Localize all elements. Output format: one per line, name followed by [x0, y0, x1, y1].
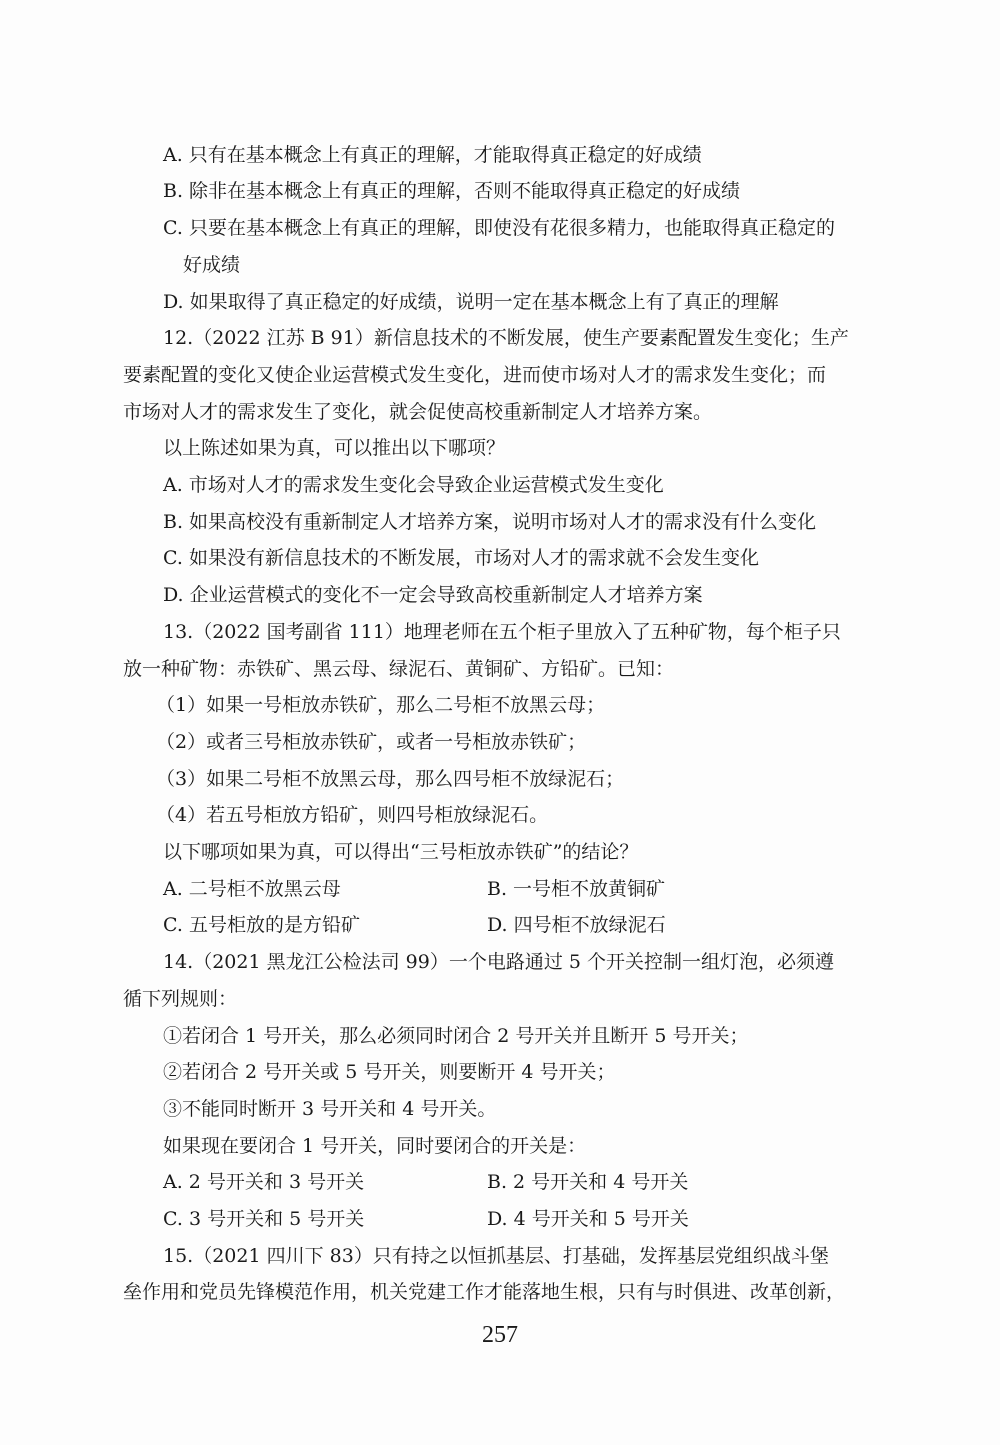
q13-option-a: A. 二号柜不放黑云母 [163, 878, 341, 900]
q14-option-a: A. 2 号开关和 3 号开关 [163, 1171, 365, 1193]
q13-condition: （2）或者三号柜放赤铁矿，或者一号柜放赤铁矿； [156, 731, 587, 753]
q14-rule: ①若闭合 1 号开关，那么必须同时闭合 2 号开关并且断开 5 号开关； [163, 1025, 749, 1047]
q14-rule: ③不能同时断开 3 号开关和 4 号开关。 [163, 1098, 497, 1120]
q13-option-b: B. 一号柜不放黄铜矿 [487, 878, 666, 900]
q13-condition: （3）如果二号柜不放黑云母，那么四号柜不放绿泥石； [156, 768, 625, 790]
q15-stem-line: 垒作用和党员先锋模范作用，机关党建工作才能落地生根，只有与时俱进、改革创新， [123, 1281, 846, 1303]
q12-question: 以上陈述如果为真，可以推出以下哪项？ [163, 437, 506, 459]
q12-stem-line: 要素配置的变化又使企业运营模式发生变化，进而使市场对人才的需求发生变化；而 [123, 364, 827, 386]
q13-condition: （4）若五号柜放方铅矿，则四号柜放绿泥石。 [156, 804, 549, 826]
q15-stem-line: 15.（2021 四川下 83）只有持之以恒抓基层、打基础，发挥基层党组织战斗堡 [163, 1245, 829, 1267]
q14-stem-line: 14.（2021 黑龙江公检法司 99）一个电路通过 5 个开关控制一组灯泡，必须遵 [163, 951, 834, 973]
q14-option-c: C. 3 号开关和 5 号开关 [163, 1208, 365, 1230]
q12-option-a: A. 市场对人才的需求发生变化会导致企业运营模式发生变化 [163, 474, 664, 496]
q13-condition: （1）如果一号柜放赤铁矿，那么二号柜不放黑云母； [156, 694, 606, 716]
q13-stem-line: 放一种矿物：赤铁矿、黑云母、绿泥石、黄铜矿、方铅矿。已知： [123, 658, 675, 680]
q13-option-c: C. 五号柜放的是方铅矿 [163, 914, 360, 936]
q14-option-d: D. 4 号开关和 5 号开关 [487, 1208, 689, 1230]
q11-option-c-continued: 好成绩 [183, 254, 241, 276]
q12-stem-line: 12.（2022 江苏 B 91）新信息技术的不断发展，使生产要素配置发生变化；生产 [163, 327, 849, 349]
q13-stem-line: 13.（2022 国考副省 111）地理老师在五个柜子里放入了五种矿物，每个柜子只 [163, 621, 841, 643]
page-number: 257 [482, 1322, 518, 1348]
q14-rule: ②若闭合 2 号开关或 5 号开关，则要断开 4 号开关； [163, 1061, 616, 1083]
q11-option-c: C. 只要在基本概念上有真正的理解，即使没有花很多精力，也能取得真正稳定的 [163, 217, 835, 239]
q12-stem-line: 市场对人才的需求发生了变化，就会促使高校重新制定人才培养方案。 [123, 401, 713, 423]
q11-option-d: D. 如果取得了真正稳定的好成绩，说明一定在基本概念上有了真正的理解 [163, 291, 779, 313]
q14-option-b: B. 2 号开关和 4 号开关 [487, 1171, 689, 1193]
q12-option-d: D. 企业运营模式的变化不一定会导致高校重新制定人才培养方案 [163, 584, 703, 606]
q12-option-b: B. 如果高校没有重新制定人才培养方案，说明市场对人才的需求没有什么变化 [163, 511, 817, 533]
q13-question: 以下哪项如果为真，可以得出“三号柜放赤铁矿”的结论？ [163, 841, 639, 863]
q13-option-d: D. 四号柜不放绿泥石 [487, 914, 666, 936]
q14-question: 如果现在要闭合 1 号开关，同时要闭合的开关是： [163, 1135, 587, 1157]
q11-option-a: A. 只有在基本概念上有真正的理解，才能取得真正稳定的好成绩 [163, 144, 702, 166]
q12-option-c: C. 如果没有新信息技术的不断发展，市场对人才的需求就不会发生变化 [163, 547, 759, 569]
q14-stem-line: 循下列规则： [123, 988, 238, 1010]
q11-option-b: B. 除非在基本概念上有真正的理解，否则不能取得真正稳定的好成绩 [163, 180, 741, 202]
